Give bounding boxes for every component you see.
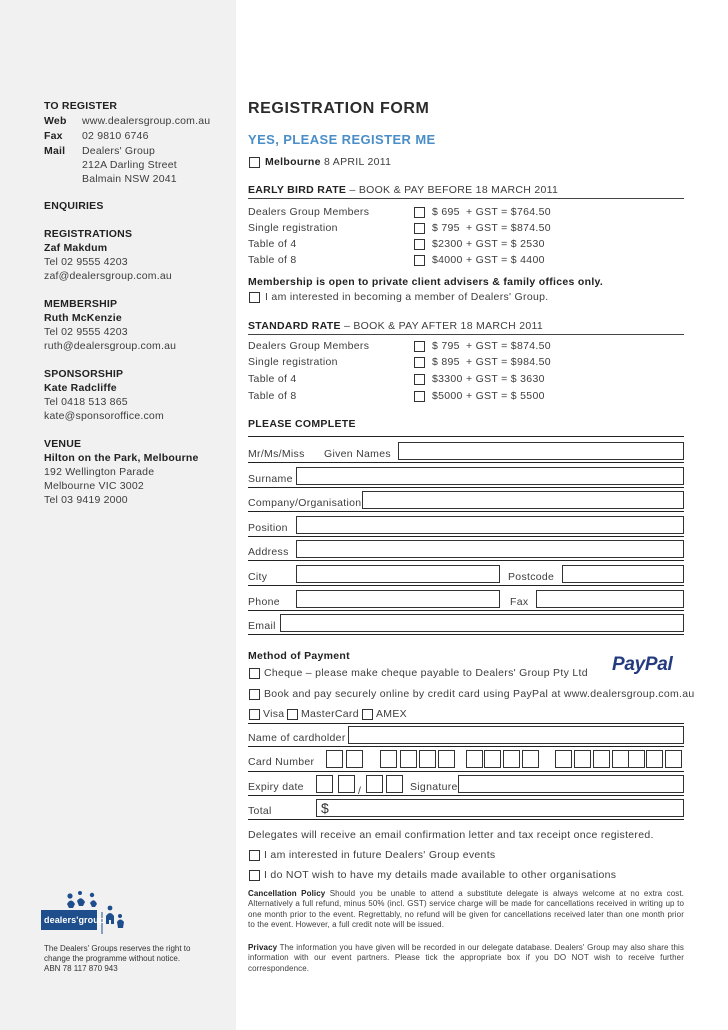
card-number-label: Card Number (248, 756, 315, 768)
cheque-checkbox[interactable] (249, 668, 260, 679)
paypal-option: Book and pay securely online by credit card using PayPal at www.dealersgroup.com.au (264, 688, 695, 700)
standard-row-checkbox[interactable] (414, 391, 425, 402)
address-input[interactable] (296, 540, 684, 558)
surname-label: Surname (248, 473, 293, 485)
enquiries-title: ENQUIRIES (44, 200, 104, 212)
card-number-digit[interactable] (438, 750, 455, 768)
standard-row-price: $ 895 (432, 356, 460, 368)
early-row-checkbox[interactable] (414, 239, 425, 250)
footer-line-2: change the programme without notice. (44, 954, 181, 963)
early-row-price: $4000 (432, 254, 463, 266)
standard-row-checkbox[interactable] (414, 341, 425, 352)
future-events-checkbox[interactable] (249, 850, 260, 861)
divider (248, 511, 684, 512)
venue-address-1: 192 Wellington Parade (44, 466, 155, 478)
card-number-digit[interactable] (346, 750, 363, 768)
confirmation-text: Delegates will receive an email confirmation letter and tax receipt once registered. (248, 829, 654, 841)
postcode-label: Postcode (508, 571, 555, 583)
phone-input[interactable] (296, 590, 500, 608)
early-row-gst: + GST = $ 2530 (466, 238, 545, 250)
divider (248, 462, 684, 463)
cardholder-input[interactable] (348, 726, 684, 744)
registrations-tel: Tel 02 9555 4203 (44, 256, 128, 268)
payment-method-title: Method of Payment (248, 650, 350, 662)
card-number-digit[interactable] (665, 750, 682, 768)
sponsorship-email[interactable]: kate@sponsoroffice.com (44, 410, 164, 422)
venue-name: Hilton on the Park, Melbourne (44, 452, 199, 464)
divider (248, 610, 684, 611)
divider (248, 487, 684, 488)
membership-title: MEMBERSHIP (44, 298, 118, 310)
venue-tel: Tel 03 9419 2000 (44, 494, 128, 506)
event-date: 8 APRIL 2011 (324, 156, 392, 168)
divider (248, 771, 684, 772)
early-row-label: Single registration (248, 222, 338, 234)
please-complete-title: PLEASE COMPLETE (248, 418, 356, 430)
surname-input[interactable] (296, 467, 684, 485)
early-row-label: Dealers Group Members (248, 206, 370, 218)
expiry-digit[interactable] (316, 775, 333, 793)
early-row-label: Table of 8 (248, 254, 297, 266)
membership-option: I am interested in becoming a member of Dealers' Group. (265, 291, 549, 303)
card-number-digit[interactable] (466, 750, 483, 768)
standard-row-label: Table of 8 (248, 390, 297, 402)
early-row-price: $ 695 (432, 206, 460, 218)
phone-label: Phone (248, 596, 280, 608)
registrations-name: Zaf Makdum (44, 242, 108, 254)
early-row-checkbox[interactable] (414, 207, 425, 218)
footer-line-1: The Dealers' Groups reserves the right to (44, 944, 191, 953)
expiry-digit[interactable] (338, 775, 355, 793)
email-input[interactable] (280, 614, 684, 632)
card-number-digit[interactable] (484, 750, 501, 768)
position-label: Position (248, 522, 288, 534)
mastercard-checkbox[interactable] (287, 709, 298, 720)
divider (248, 198, 684, 199)
venue-title: VENUE (44, 438, 82, 450)
web-label: Web (44, 115, 67, 127)
early-bird-heading: EARLY BIRD RATE – BOOK & PAY BEFORE 18 MARCH 2011 (248, 184, 559, 196)
early-row-gst: + GST = $ 4400 (466, 254, 545, 266)
standard-row-checkbox[interactable] (414, 374, 425, 385)
registrations-title: REGISTRATIONS (44, 228, 133, 240)
expiry-slash: / (358, 785, 362, 797)
card-number-digit[interactable] (380, 750, 397, 768)
amex-label: AMEX (376, 708, 407, 720)
email-label: Email (248, 620, 276, 632)
early-row-checkbox[interactable] (414, 255, 425, 266)
paypal-logo: PayPal (612, 654, 673, 675)
early-row-checkbox[interactable] (414, 223, 425, 234)
web-link[interactable]: www.dealersgroup.com.au (82, 115, 211, 127)
divider (248, 746, 684, 747)
dealers-group-logo (40, 888, 130, 940)
sponsorship-name: Kate Radcliffe (44, 382, 117, 394)
future-events-option: I am interested in future Dealers' Group events (264, 849, 496, 861)
cancellation-policy: Cancellation Policy Should you be unable to attend a substitute delegate is always welcome at no extra cost. Alternatively a full refund, minus 50% (incl. GST) service charge will be made for cancellations received in writing up to one month prior to the event. Regrettably, no refund will be given for cancellations received later than one month prior to the event. However, a full credit note will be issued. (248, 889, 684, 930)
card-number-digit[interactable] (628, 750, 645, 768)
divider (248, 436, 684, 437)
membership-email[interactable]: ruth@dealersgroup.com.au (44, 340, 177, 352)
event-checkbox[interactable] (249, 157, 260, 168)
sponsorship-title: SPONSORSHIP (44, 368, 124, 380)
card-number-digit[interactable] (574, 750, 591, 768)
visa-checkbox[interactable] (249, 709, 260, 720)
card-number-digit[interactable] (419, 750, 436, 768)
early-row-gst: + GST = $874.50 (466, 222, 551, 234)
standard-row-label: Dealers Group Members (248, 340, 370, 352)
registrations-email[interactable]: zaf@dealersgroup.com.au (44, 270, 172, 282)
card-number-digit[interactable] (503, 750, 520, 768)
title-label: Mr/Ms/Miss (248, 448, 305, 460)
membership-note: Membership is open to private client advisers & family offices only. (248, 276, 604, 288)
divider (248, 634, 684, 635)
divider (248, 723, 684, 724)
card-number-digit[interactable] (555, 750, 572, 768)
signature-label: Signature (410, 781, 458, 793)
mail-line-1: Dealers' Group (82, 145, 156, 157)
fax-input[interactable] (536, 590, 684, 608)
event-option (265, 156, 391, 169)
no-share-checkbox[interactable] (249, 870, 260, 881)
address-label: Address (248, 546, 289, 558)
standard-row-gst: + GST = $984.50 (466, 356, 551, 368)
mail-label: Mail (44, 145, 66, 157)
standard-row-price: $5000 (432, 390, 463, 402)
fax-label: Fax (44, 130, 63, 142)
to-register-title: TO REGISTER (44, 100, 118, 112)
given-names-label: Given Names (324, 448, 391, 460)
card-number-digit[interactable] (646, 750, 663, 768)
city-input[interactable] (296, 565, 500, 583)
signature-input[interactable] (458, 775, 684, 793)
given-names-input[interactable] (398, 442, 684, 460)
standard-row-price: $3300 (432, 373, 463, 385)
visa-label: Visa (263, 708, 285, 720)
expiry-label: Expiry date (248, 781, 304, 793)
card-number-digit[interactable] (612, 750, 629, 768)
total-input[interactable] (316, 799, 684, 817)
company-label: Company/Organisation (248, 497, 362, 509)
card-number-digit[interactable] (400, 750, 417, 768)
event-city: Melbourne (265, 156, 321, 168)
city-label: City (248, 571, 268, 583)
sponsorship-tel: Tel 0418 513 865 (44, 396, 128, 408)
divider (248, 536, 684, 537)
cheque-option: Cheque – please make cheque payable to Dealers' Group Pty Ltd (264, 667, 588, 679)
expiry-digit[interactable] (366, 775, 383, 793)
card-number-digit[interactable] (326, 750, 343, 768)
standard-row-price: $ 795 (432, 340, 460, 352)
card-number-digit[interactable] (522, 750, 539, 768)
footer-abn: ABN 78 117 870 943 (44, 964, 118, 973)
logo-text: dealers'group (44, 915, 105, 925)
fax-label: Fax (510, 596, 529, 608)
mail-line-2: 212A Darling Street (82, 159, 177, 171)
venue-address-2: Melbourne VIC 3002 (44, 480, 144, 492)
standard-row-checkbox[interactable] (414, 357, 425, 368)
total-label: Total (248, 805, 272, 817)
cardholder-label: Name of cardholder (248, 732, 346, 744)
standard-row-label: Table of 4 (248, 373, 297, 385)
amex-checkbox[interactable] (362, 709, 373, 720)
divider (248, 795, 684, 796)
logo-figures-icon (40, 888, 130, 940)
membership-checkbox[interactable] (249, 292, 260, 303)
register-subtitle: YES, PLEASE REGISTER ME (248, 132, 436, 147)
standard-row-gst: + GST = $ 5500 (466, 390, 545, 402)
divider (248, 585, 684, 586)
standard-row-label: Single registration (248, 356, 338, 368)
divider (248, 819, 684, 820)
early-row-price: $ 795 (432, 222, 460, 234)
divider (248, 334, 684, 335)
standard-row-gst: + GST = $874.50 (466, 340, 551, 352)
early-row-price: $2300 (432, 238, 463, 250)
mastercard-label: MasterCard (301, 708, 359, 720)
early-row-label: Table of 4 (248, 238, 297, 250)
mail-line-3: Balmain NSW 2041 (82, 173, 177, 185)
standard-rate-heading: STANDARD RATE – BOOK & PAY AFTER 18 MARCH 2011 (248, 320, 544, 332)
position-input[interactable] (296, 516, 684, 534)
divider (248, 560, 684, 561)
membership-name: Ruth McKenzie (44, 312, 122, 324)
privacy-notice: Privacy The information you have given will be recorded in our delegate database. Dealers' Group may also share this information with our event partners. Please tick the appropriate box if you DO NOT wish to receive further correspondence. (248, 943, 684, 973)
postcode-input[interactable] (562, 565, 684, 583)
expiry-digit[interactable] (386, 775, 403, 793)
early-row-gst: + GST = $764.50 (466, 206, 551, 218)
card-number-digit[interactable] (593, 750, 610, 768)
standard-row-gst: + GST = $ 3630 (466, 373, 545, 385)
no-share-option: I do NOT wish to have my details made available to other organisations (264, 869, 617, 881)
membership-tel: Tel 02 9555 4203 (44, 326, 128, 338)
paypal-checkbox[interactable] (249, 689, 260, 700)
fax-value: 02 9810 6746 (82, 130, 149, 142)
currency-symbol: $ (321, 800, 329, 816)
company-input[interactable] (362, 491, 684, 509)
page-title: REGISTRATION FORM (248, 100, 430, 117)
